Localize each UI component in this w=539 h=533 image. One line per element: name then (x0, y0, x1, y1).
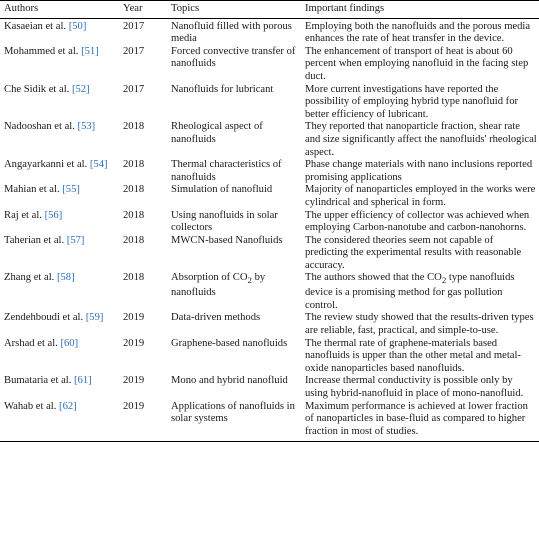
table-row (0, 312, 539, 337)
topic-cell: Rheological aspect of nanofluids (171, 121, 263, 145)
author-name: Zendehboudi et al. (4, 312, 86, 324)
reference-link[interactable]: [50] (68, 20, 87, 32)
reference-link[interactable]: [53] (77, 121, 96, 133)
year-cell: 2019 (123, 337, 145, 349)
author-cell (0, 159, 117, 184)
table-row (0, 235, 539, 273)
year-cell: 2018 (123, 121, 145, 133)
year-cell: 2017 (123, 83, 145, 95)
topic-cell: Simulation of nanofluid (171, 184, 273, 196)
author-cell (0, 18, 117, 46)
subscript: 2 (247, 275, 252, 286)
subscript: 2 (441, 275, 447, 286)
header-row (0, 1, 539, 19)
finding-text: The authors showed that the CO (305, 272, 442, 284)
table-row (0, 272, 539, 312)
reference-link[interactable]: [60] (60, 337, 79, 349)
reference-link[interactable]: [62] (59, 400, 77, 412)
author-cell (0, 375, 117, 400)
finding-cell: The thermal rate of graphene-materials based nanofluids is upper than the other metal and metal-oxide nanoparticles based nanofluids. (305, 337, 521, 374)
author-name: Zhang et al. (4, 272, 57, 284)
table-row (0, 184, 539, 209)
reference-link[interactable]: [61] (74, 375, 92, 387)
author-cell (0, 338, 117, 376)
author-cell (0, 401, 117, 442)
finding-cell: They reported that nanoparticle fraction, shear rate and size significantly affect the nanofluids' rheological aspect. (305, 121, 537, 158)
header-year: Year (117, 1, 165, 19)
year-cell: 2018 (123, 272, 145, 284)
table-row (0, 210, 539, 235)
reference-link[interactable]: [51] (81, 45, 99, 57)
finding-cell: Increase thermal conductivity is possible only by using hybrid-nanofluid in place of mono-nanofluid. (305, 375, 524, 399)
reference-link[interactable]: [56] (44, 209, 63, 221)
table-row (0, 18, 539, 46)
finding-cell: Employing both the nanofluids and the porous media enhances the rate of heat transfer in the device. (305, 20, 531, 45)
author-name: Nadooshan et al. (4, 121, 78, 133)
year-cell: 2019 (123, 375, 145, 387)
topic-cell: Mono and hybrid nanofluid (171, 375, 288, 387)
table-row (0, 401, 539, 442)
topic-text: Absorption of CO (171, 272, 248, 284)
header-topics: Topics (165, 1, 301, 19)
finding-cell: The considered theories seem not capable of predicting the experimental results with reasonable accuracy. (305, 234, 522, 271)
author-cell (0, 312, 117, 337)
table-row (0, 84, 539, 122)
author-cell (0, 84, 117, 122)
author-name: Raj et al. (4, 209, 45, 221)
finding-cell: More current investigations have reported the possibility of employing hybrid type nanofluid for better efficiency of lubricant. (305, 83, 519, 120)
year-cell: 2018 (123, 234, 145, 246)
reference-link[interactable]: [55] (62, 184, 80, 196)
header-authors: Authors (0, 1, 117, 19)
finding-cell (301, 272, 539, 312)
year-cell: 2017 (123, 20, 145, 32)
reference-link[interactable]: [59] (85, 312, 104, 324)
reference-link[interactable]: [58] (56, 272, 75, 284)
table-row (0, 375, 539, 400)
finding-cell: The enhancement of transport of heat is about 60 percent when employing nanofluid in the facing step duct. (305, 45, 529, 82)
year-cell: 2019 (117, 401, 165, 442)
reference-link[interactable]: [52] (71, 83, 90, 95)
table-row (0, 121, 539, 159)
header-findings: Important findings (301, 1, 539, 19)
topic-cell: Applications of nanofluids in solar systems (165, 401, 301, 442)
author-cell (0, 184, 117, 209)
year-cell: 2018 (123, 159, 145, 171)
topic-cell: Nanofluid filled with porous media (171, 20, 292, 45)
finding-cell: Maximum performance is achieved at lower fraction of nanoparticles in base-fluid as compared to higher fraction in most of studies. (301, 401, 539, 442)
reference-link[interactable]: [54] (89, 159, 108, 171)
author-name: Wahab et al. (4, 400, 60, 412)
author-name: Angayarkanni et al. (4, 159, 90, 171)
finding-text: type nanofluids device is a promising method for gas pollution control. (305, 272, 515, 311)
author-name: Bumataria et al. (4, 375, 75, 387)
author-cell (0, 272, 117, 312)
table-row (0, 159, 539, 184)
author-name: Taherian et al. (4, 234, 67, 246)
topic-text: by nanofluids (171, 272, 266, 299)
author-name: Che Sidik et al. (4, 83, 72, 95)
topic-cell: Using nanofluids in solar collectors (171, 209, 278, 234)
topic-cell: Forced convective transfer of nanofluids (171, 45, 296, 70)
author-name: Mohammed et al. (4, 45, 82, 57)
topic-cell: Graphene-based nanofluids (171, 337, 288, 349)
reference-link[interactable]: [57] (66, 234, 85, 246)
author-name: Kasaeian et al. (4, 20, 69, 32)
finding-cell: Phase change materials with nano inclusions reported promising applications (305, 159, 533, 183)
table-row (0, 338, 539, 376)
finding-cell: The upper efficiency of collector was achieved when employing Carbon-nanotube and carbon-nanohorns. (305, 209, 530, 234)
topic-cell: Nanofluids for lubricant (171, 83, 274, 95)
topic-cell: Data-driven methods (171, 312, 261, 324)
finding-cell: Majority of nanoparticles employed in the works were cylindrical and spherical in form. (305, 184, 536, 208)
topic-cell (165, 272, 301, 312)
table-row (0, 46, 539, 84)
year-cell: 2018 (123, 209, 145, 221)
topic-cell: Thermal characteristics of nanofluids (171, 159, 282, 183)
author-cell (0, 210, 117, 235)
author-name: Arshad et al. (4, 337, 61, 349)
author-cell (0, 121, 117, 159)
author-cell (0, 235, 117, 273)
author-cell (0, 46, 117, 84)
year-cell: 2017 (123, 45, 145, 57)
year-cell: 2018 (123, 184, 145, 196)
year-cell: 2019 (123, 312, 145, 324)
author-name: Mahian et al. (4, 184, 63, 196)
topic-cell: MWCN-based Nanofluids (171, 234, 283, 246)
finding-cell: The review study showed that the results-driven types are reliable, fast, practical, and simple-to-use. (305, 312, 534, 336)
